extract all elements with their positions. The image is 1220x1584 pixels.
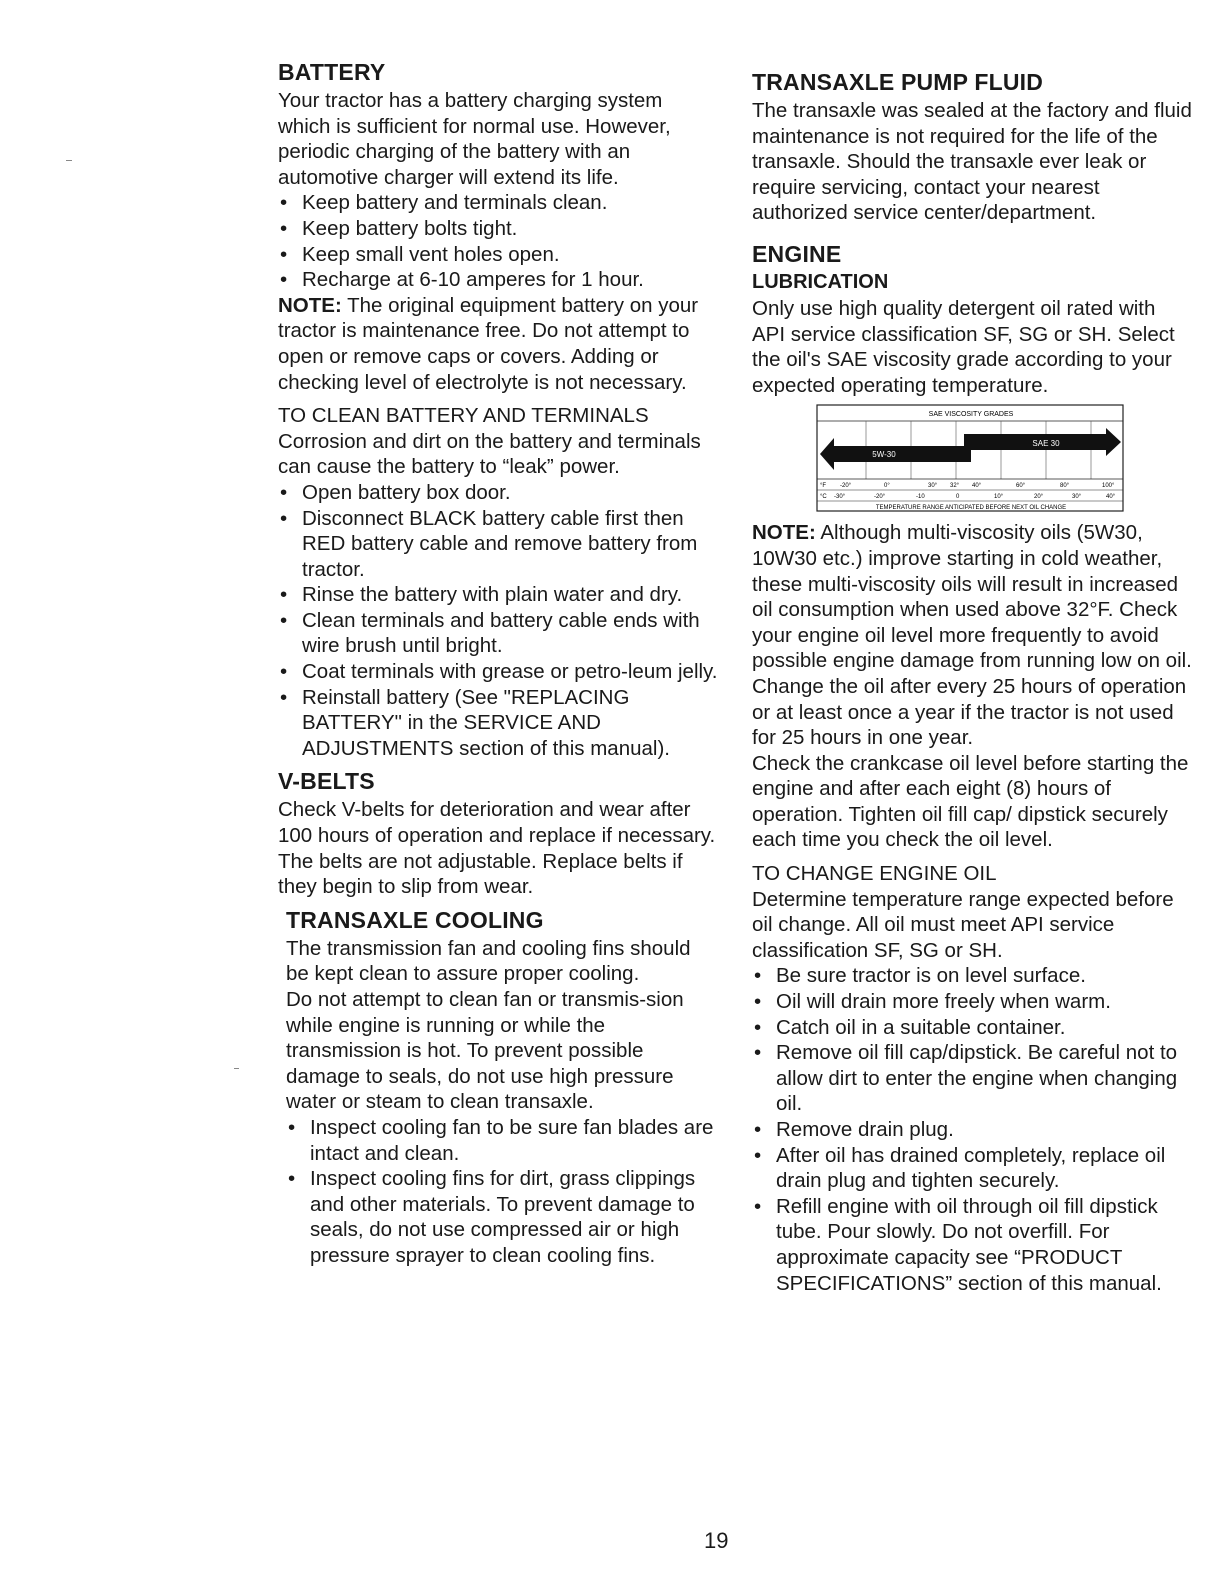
list-item: • Disconnect BLACK battery cable first then RED battery cable and remove battery from tractor. [280, 506, 698, 581]
list-item: • Catch oil in a suitable container. [754, 1015, 1066, 1039]
change-oil-heading: TO CHANGE ENGINE OIL [752, 862, 997, 886]
pump-fluid-heading: TRANSAXLE PUMP FLUID [752, 69, 1044, 95]
c-tick: 20° [1034, 494, 1044, 501]
vbelts-heading: V-BELTS [278, 768, 375, 795]
transaxle-cooling-list [286, 1115, 718, 1269]
list-item: • Inspect cooling fan to be sure fan blades are intact and clean. [288, 1115, 714, 1165]
list-item: • Clean terminals and battery cable ends with wire brush until bright. [280, 608, 700, 658]
f-tick: 60° [1016, 483, 1026, 490]
lubrication-heading: LUBRICATION [752, 270, 889, 293]
clean-terminals-intro: Corrosion and dirt on the battery and terminals can cause the battery to “leak” power. [278, 429, 701, 479]
list-item: • Keep battery and terminals clean. [280, 191, 608, 215]
battery-heading: BATTERY [278, 59, 386, 85]
f-tick: 80° [1060, 483, 1070, 490]
sw30-label: 5W-30 [872, 450, 896, 460]
list-item: • Recharge at 6-10 amperes for 1 hour. [280, 268, 644, 292]
c-tick: 30° [1072, 494, 1082, 501]
list-item: • Oil will drain more freely when warm. [754, 990, 1111, 1014]
f-tick: 30° [928, 483, 938, 490]
sae30-label: SAE 30 [1032, 439, 1060, 449]
battery-intro: Your tractor has a battery charging system which is sufficient for normal use. However, periodic charging of the battery with an automotive charger will extend its life. [278, 89, 671, 189]
engine-heading: ENGINE [752, 240, 842, 267]
lubrication-text: Only use high quality detergent oil rated with API service classification SF, SG or SH. Select the oil's SAE viscosity grade according to your expected operating temperature. [752, 296, 1175, 397]
sae-viscosity-chart [816, 404, 1126, 514]
change-oil-intro: Determine temperature range expected before oil change. All oil must meet API service classification SF, SG or SH. [752, 887, 1174, 962]
scan-mark [66, 160, 72, 161]
c-tick: -20° [874, 494, 886, 501]
c-tick: 40° [1106, 494, 1116, 501]
list-item: • Remove drain plug. [754, 1118, 954, 1141]
clean-terminals-heading: TO CLEAN BATTERY AND TERMINALS [278, 404, 649, 428]
clean-terminals-list [278, 480, 718, 762]
page-number: 19 [704, 1528, 729, 1553]
vbelts-text: Check V-belts for deterioration and wear after 100 hours of operation and replace if necessary. The belts are not adjustable. Replace belts if they begin to slip from wear. [278, 798, 716, 899]
battery-list [278, 190, 718, 292]
list-item: • Open battery box door. [280, 480, 511, 504]
f-tick: 32° [950, 483, 960, 490]
list-item: • Inspect cooling fins for dirt, grass clippings and other materials. To prevent damage to seals, do not use compressed air or high pressure sprayer to clean cooling fins. [288, 1167, 696, 1267]
f-tick: 100° [1102, 483, 1115, 490]
c-tick: 0 [956, 494, 960, 501]
f-tick: 0° [884, 483, 890, 490]
list-item: • Rinse the battery with plain water and dry. [280, 583, 683, 607]
transaxle-cooling-body [278, 936, 718, 1269]
pump-fluid-text: The transaxle was sealed at the factory and fluid maintenance is not required for the life of the transaxle. Should the transaxle ever leak or require servicing, contact your nearest authorized service center/department. [752, 99, 1192, 225]
transaxle-cooling-heading: TRANSAXLE COOLING [286, 906, 544, 933]
list-item: • Coat terminals with grease or petro-leum jelly. [280, 660, 718, 684]
f-tick: -20° [840, 483, 852, 490]
list-item: • Refill engine with oil through oil fill dipstick tube. Pour slowly. Do not overfill. For approximate capacity see “PRODUCT SPECIFICATIONS” section of this manual. [754, 1194, 1162, 1295]
list-item: • Be sure tractor is on level surface. [754, 964, 1086, 988]
left-column [278, 52, 718, 1269]
transaxle-cooling-p2: Do not attempt to clean fan or transmis-sion while engine is running or while the transmission is hot. To prevent possible damage to seals, do not use high pressure water or steam to clean transaxle. [286, 988, 684, 1114]
f-unit: °F [820, 483, 827, 490]
f-tick: 40° [972, 483, 982, 490]
right-column [752, 62, 1192, 1296]
list-item: • Reinstall battery (See "REPLACING BATTERY" in the SERVICE AND ADJUSTMENTS section of this manual). [280, 685, 670, 760]
change-interval-text: Change the oil after every 25 hours of operation or at least once a year if the tractor is not used for 25 hours in one year. [752, 674, 1187, 750]
chart-bottom-label: TEMPERATURE RANGE ANTICIPATED BEFORE NEXT OIL CHANGE [875, 505, 1067, 512]
change-oil-list [752, 963, 1192, 1296]
list-item: • Keep small vent holes open. [280, 242, 560, 266]
transaxle-cooling-p1: The transmission fan and cooling fins should be kept clean to assure proper cooling. [286, 936, 691, 986]
viscosity-note: NOTE: Although multi-viscosity oils (5W30, 10W30 etc.) improve starting in cold weather, these multi-viscosity oils will result in increased oil consumption when used above 32°F. Check your engine oil level more frequently to avoid possible engine damage from running low on oil. [752, 521, 1192, 673]
c-tick: -30° [834, 494, 846, 501]
list-item: • After oil has drained completely, replace oil drain plug and tighten securely. [754, 1143, 1166, 1193]
check-level-text: Check the crankcase oil level before starting the engine and after each eight (8) hours of operation. Tighten oil fill cap/ dipstick securely each time you check the oil level. [752, 751, 1189, 852]
c-tick: 10° [994, 494, 1004, 501]
battery-note: NOTE: The original equipment battery on your tractor is maintenance free. Do not attempt to open or remove caps or covers. Adding or checking level of electrolyte is not necessary. [278, 293, 699, 394]
list-item: • Remove oil fill cap/dipstick. Be careful not to allow dirt to enter the engine when changing oil. [754, 1041, 1178, 1116]
list-item: • Keep battery bolts tight. [280, 216, 518, 240]
chart-top-label: SAE VISCOSITY GRADES [928, 411, 1014, 419]
c-tick: -10 [916, 494, 925, 501]
scan-mark [234, 1068, 239, 1069]
c-unit: °C [820, 494, 827, 501]
